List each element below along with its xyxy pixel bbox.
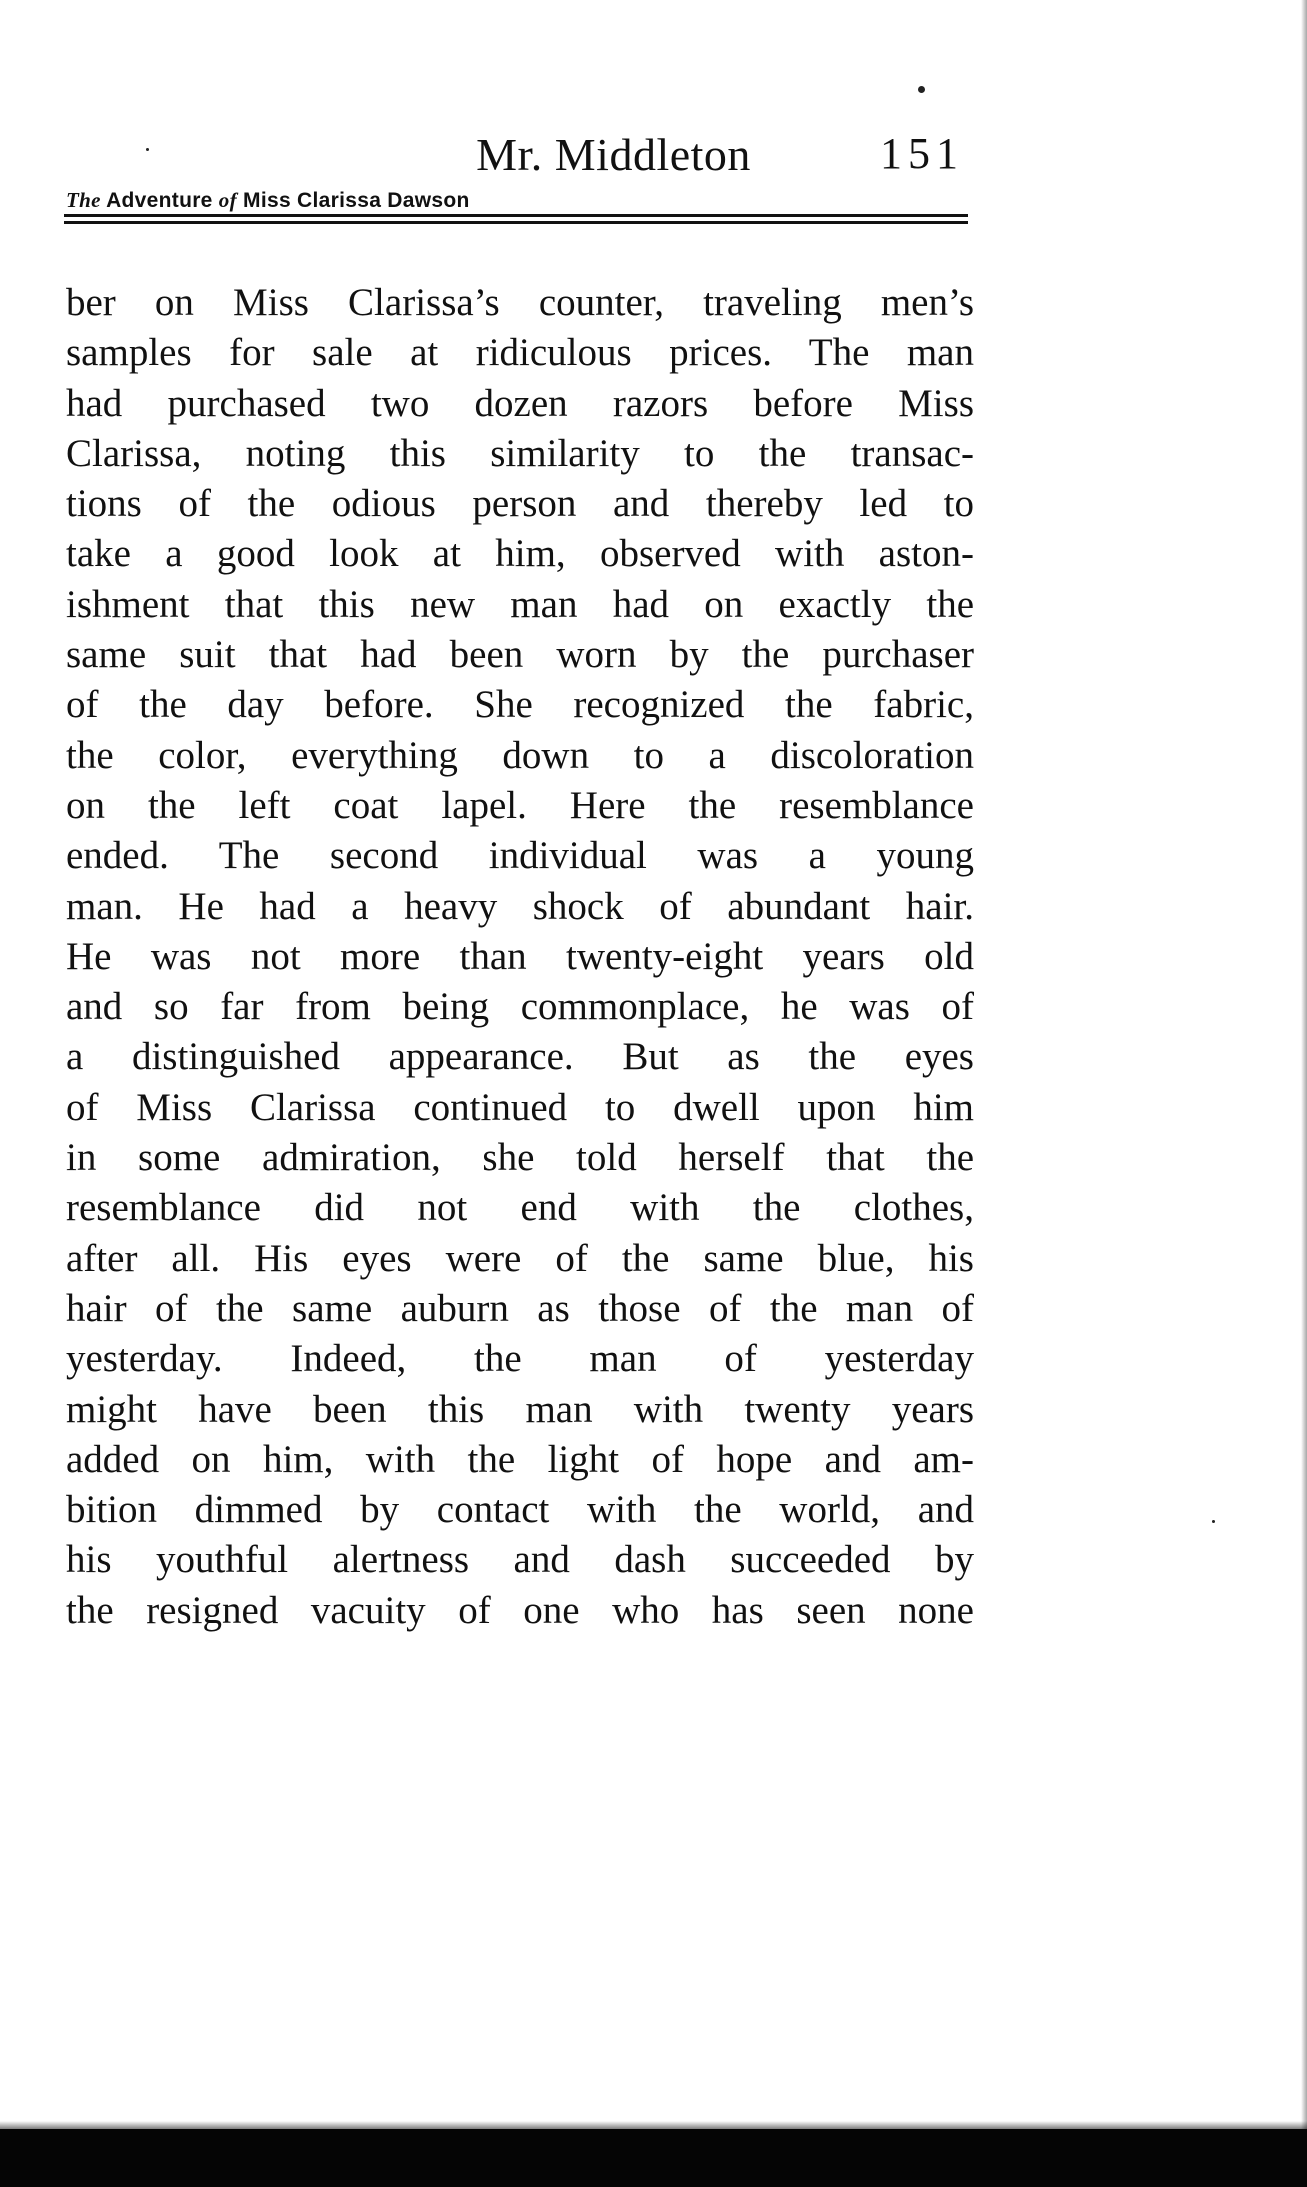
body-text bbox=[66, 278, 974, 1636]
running-title: Mr. Middleton bbox=[476, 129, 751, 180]
text-line: Clarissa, noting this similarity to the transac- bbox=[66, 431, 974, 475]
scan-right-edge bbox=[1301, 0, 1307, 2129]
ink-speck bbox=[1212, 1520, 1215, 1523]
section-title bbox=[66, 188, 470, 213]
ink-speck bbox=[918, 86, 925, 93]
text-line: take a good look at him, observed with aston- bbox=[66, 532, 974, 576]
text-line: on the left coat lapel. Here the resemblance bbox=[66, 783, 974, 827]
text-line: the resigned vacuity of one who has seen none bbox=[66, 1588, 974, 1632]
text-line: hair of the same auburn as those of the man of bbox=[66, 1286, 974, 1330]
text-line: bition dimmed by contact with the world, and bbox=[66, 1488, 974, 1532]
scan-bottom-shadow bbox=[0, 2121, 1307, 2129]
text-line: yesterday. Indeed, the man of yesterday bbox=[66, 1337, 974, 1381]
text-line: samples for sale at ridiculous prices. The man bbox=[66, 331, 974, 375]
header-double-rule bbox=[64, 214, 968, 224]
page-number: 151 bbox=[880, 129, 964, 178]
text-line: tions of the odious person and thereby led to bbox=[66, 482, 974, 526]
section-name: Miss Clarissa Dawson bbox=[243, 189, 470, 212]
text-line: added on him, with the light of hope and am- bbox=[66, 1437, 974, 1481]
text-line: ber on Miss Clarissa’s counter, traveling men’s bbox=[66, 281, 974, 324]
text-line: and so far from being commonplace, he was of bbox=[66, 985, 974, 1029]
text-line: his youthful alertness and dash succeeded by bbox=[66, 1538, 974, 1582]
text-line: resemblance did not end with the clothes, bbox=[66, 1186, 974, 1230]
scan-bottom-border bbox=[0, 2129, 1307, 2187]
section-of: of bbox=[218, 188, 237, 212]
text-line: man. He had a heavy shock of abundant hair. bbox=[66, 884, 974, 928]
text-line: the color, everything down to a discoloration bbox=[66, 733, 974, 777]
ink-speck bbox=[146, 148, 149, 151]
text-line: He was not more than twenty-eight years old bbox=[66, 934, 974, 978]
text-line: had purchased two dozen razors before Miss bbox=[66, 381, 974, 425]
section-prefix: The bbox=[66, 188, 101, 212]
text-line: of Miss Clarissa continued to dwell upon him bbox=[66, 1085, 974, 1129]
section-word: Adventure bbox=[106, 189, 213, 212]
text-line: might have been this man with twenty years bbox=[66, 1387, 974, 1431]
text-line: a distinguished appearance. But as the eyes bbox=[66, 1035, 974, 1079]
text-line: after all. His eyes were of the same blue, his bbox=[66, 1236, 974, 1280]
text-line: ishment that this new man had on exactly the bbox=[66, 582, 974, 626]
text-line: ended. The second individual was a young bbox=[66, 834, 974, 878]
text-line: of the day before. She recognized the fabric, bbox=[66, 683, 974, 727]
text-line: in some admiration, she told herself that the bbox=[66, 1136, 974, 1180]
text-line: same suit that had been worn by the purchaser bbox=[66, 633, 974, 677]
